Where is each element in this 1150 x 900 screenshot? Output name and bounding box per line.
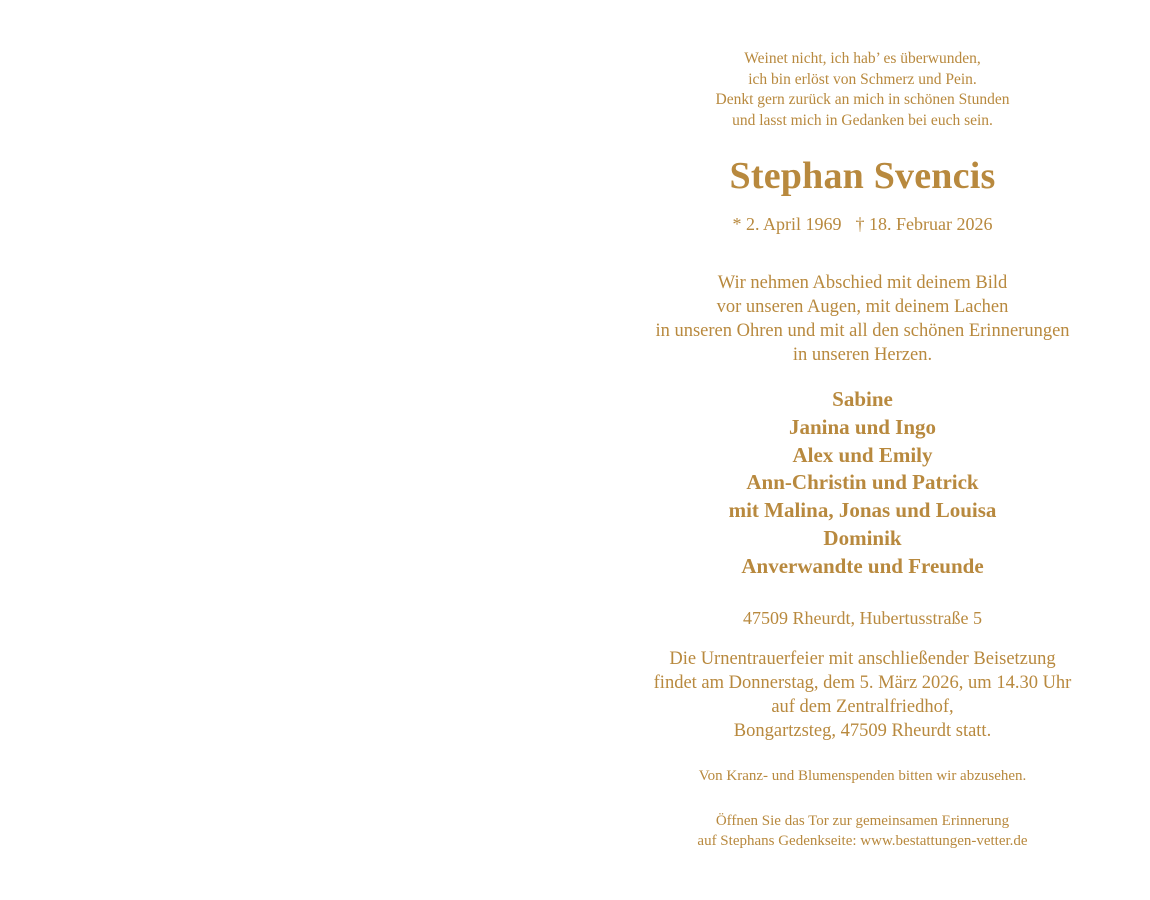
farewell-line: in unseren Ohren und mit all den schönen Erinnerungen	[655, 321, 1070, 341]
mourners-list	[575, 386, 1150, 581]
poem-line: und lasst mich in Gedanken bei euch sein.	[732, 111, 993, 129]
memorial-line: Öffnen Sie das Tor zur gemeinsamen Erinnerung	[715, 813, 1010, 829]
ceremony-line: Die Urnentrauerfeier mit anschließender Beisetzung	[669, 649, 1056, 669]
mourner-line: mit Malina, Jonas und Louisa	[728, 498, 997, 523]
deceased-name: Stephan Svencis	[729, 155, 996, 197]
memorial-line: auf Stephans Gedenkseite: www.bestattungen-vetter.de	[697, 833, 1028, 849]
ceremony-line: Bongartzsteg, 47509 Rheurdt statt.	[733, 721, 992, 741]
death-date: † 18. Februar 2026	[855, 214, 993, 234]
poem-line: Denkt gern zurück an mich in schönen Stunden	[715, 91, 1010, 108]
memorial-page-text	[575, 811, 1150, 851]
mourner-line: Alex und Emily	[792, 442, 933, 467]
flowers-note: Von Kranz- und Blumenspenden bitten wir abzusehen.	[698, 768, 1027, 784]
farewell-text	[575, 271, 1150, 367]
birth-date: * 2. April 1969	[732, 214, 842, 234]
family-address: 47509 Rheurdt, Hubertusstraße 5	[743, 608, 982, 628]
farewell-line: Wir nehmen Abschied mit deinem Bild	[717, 273, 1008, 293]
poem-line: Weinet nicht, ich hab’ es überwunden,	[744, 50, 981, 67]
obituary-card	[575, 0, 1150, 900]
life-dates	[575, 212, 1150, 236]
mourner-line: Sabine	[832, 387, 893, 411]
mourner-line: Dominik	[823, 525, 902, 550]
ceremony-line: findet am Donnerstag, dem 5. März 2026, um 14.30 Uhr	[653, 673, 1072, 693]
ceremony-line: auf dem Zentralfriedhof,	[771, 697, 954, 717]
mourner-line: Ann-Christin und Patrick	[746, 470, 979, 495]
poem-line: ich bin erlöst von Schmerz und Pein.	[748, 70, 977, 88]
ceremony-details	[575, 647, 1150, 743]
farewell-line: in unseren Herzen.	[792, 345, 933, 365]
mourner-line: Janina und Ingo	[788, 414, 937, 439]
poem	[575, 49, 1150, 131]
farewell-line: vor unseren Augen, mit deinem Lachen	[716, 297, 1009, 317]
mourner-line: Anverwandte und Freunde	[741, 553, 984, 578]
